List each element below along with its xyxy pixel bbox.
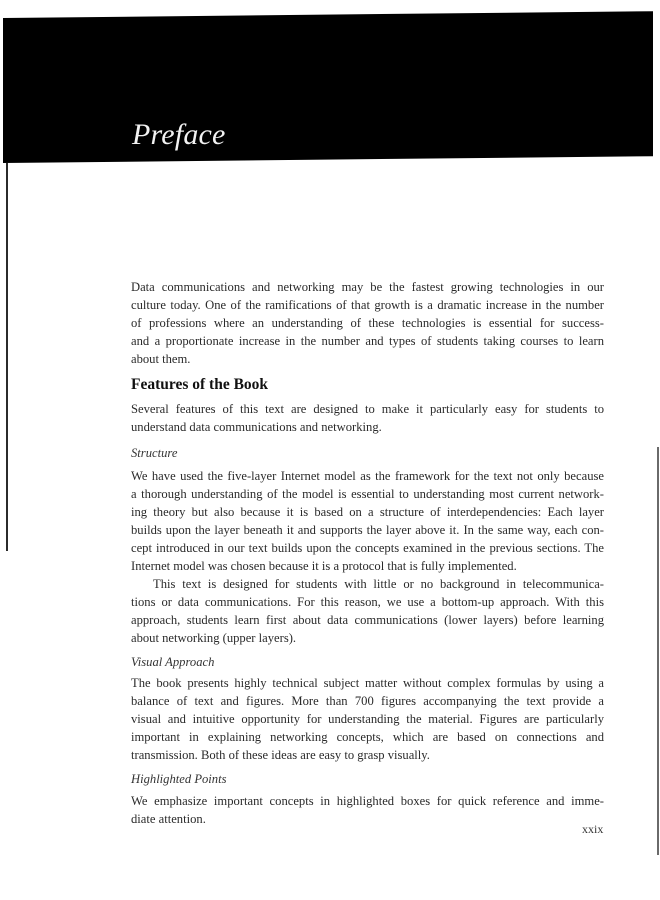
text-line: The book presents highly technical subject matter without complex formulas by using a (131, 676, 604, 690)
text-line: a thorough understanding of the model is essential to understanding most current network- (131, 487, 604, 501)
text-line: about networking (upper layers). (131, 631, 297, 645)
text-line: understand data communications and networking. (131, 420, 382, 434)
text-line: cept introduced in our text builds upon the concepts examined in the previous sections. The (131, 541, 604, 555)
page-title: Preface (132, 118, 226, 151)
chapter-header-band (3, 11, 653, 163)
text-line: approach, students learn first about data communications (lower layers) before learning (131, 613, 604, 627)
text-line: diate attention. (131, 812, 206, 826)
text-line: transmission. Both of these ideas are easy to grasp visually. (131, 748, 430, 762)
text-line: builds upon the layer beneath it and supports the layer above it. In the same way, each con- (131, 523, 604, 537)
subsection-heading: Highlighted Points (131, 772, 227, 786)
text-line: We have used the five-layer Internet model as the framework for the text not only because (131, 469, 604, 483)
text-line: culture today. One of the ramifications of that growth is a dramatic increase in the number (131, 298, 604, 312)
text-line: This text is designed for students with little or no background in telecommunica- (153, 577, 604, 591)
text-line: important in explaining networking concepts, which are based on connections and (131, 730, 604, 744)
text-line: tions or data communications. For this reason, we use a bottom-up approach. With this (131, 595, 604, 609)
page-number: xxix (582, 822, 604, 836)
text-line: and a proportionate increase in the number and types of students taking courses to learn (131, 334, 604, 348)
right-margin-rule (657, 447, 659, 855)
subsection-heading: Visual Approach (131, 655, 215, 669)
text-line: Several features of this text are designed to make it particularly easy for students to (131, 402, 604, 416)
text-line: visual and intuitive opportunity for understanding the material. Figures are particularly (131, 712, 604, 726)
subsection-heading: Structure (131, 446, 178, 460)
text-line: about them. (131, 352, 191, 366)
section-heading: Features of the Book (131, 376, 269, 393)
text-line: of professions where an understanding of these technologies is essential for success- (131, 316, 604, 330)
text-line: ing theory but also because it is based on a structure of interdependencies: Each layer (131, 505, 604, 519)
text-line: Internet model was chosen because it is a protocol that is fully implemented. (131, 559, 517, 573)
text-line: Data communications and networking may be the fastest growing technologies in our (131, 280, 604, 294)
text-line: We emphasize important concepts in highlighted boxes for quick reference and imme- (131, 794, 604, 808)
text-line: balance of text and figures. More than 700 figures accompanying the text provide a (131, 694, 604, 708)
left-margin-rule (6, 163, 8, 551)
